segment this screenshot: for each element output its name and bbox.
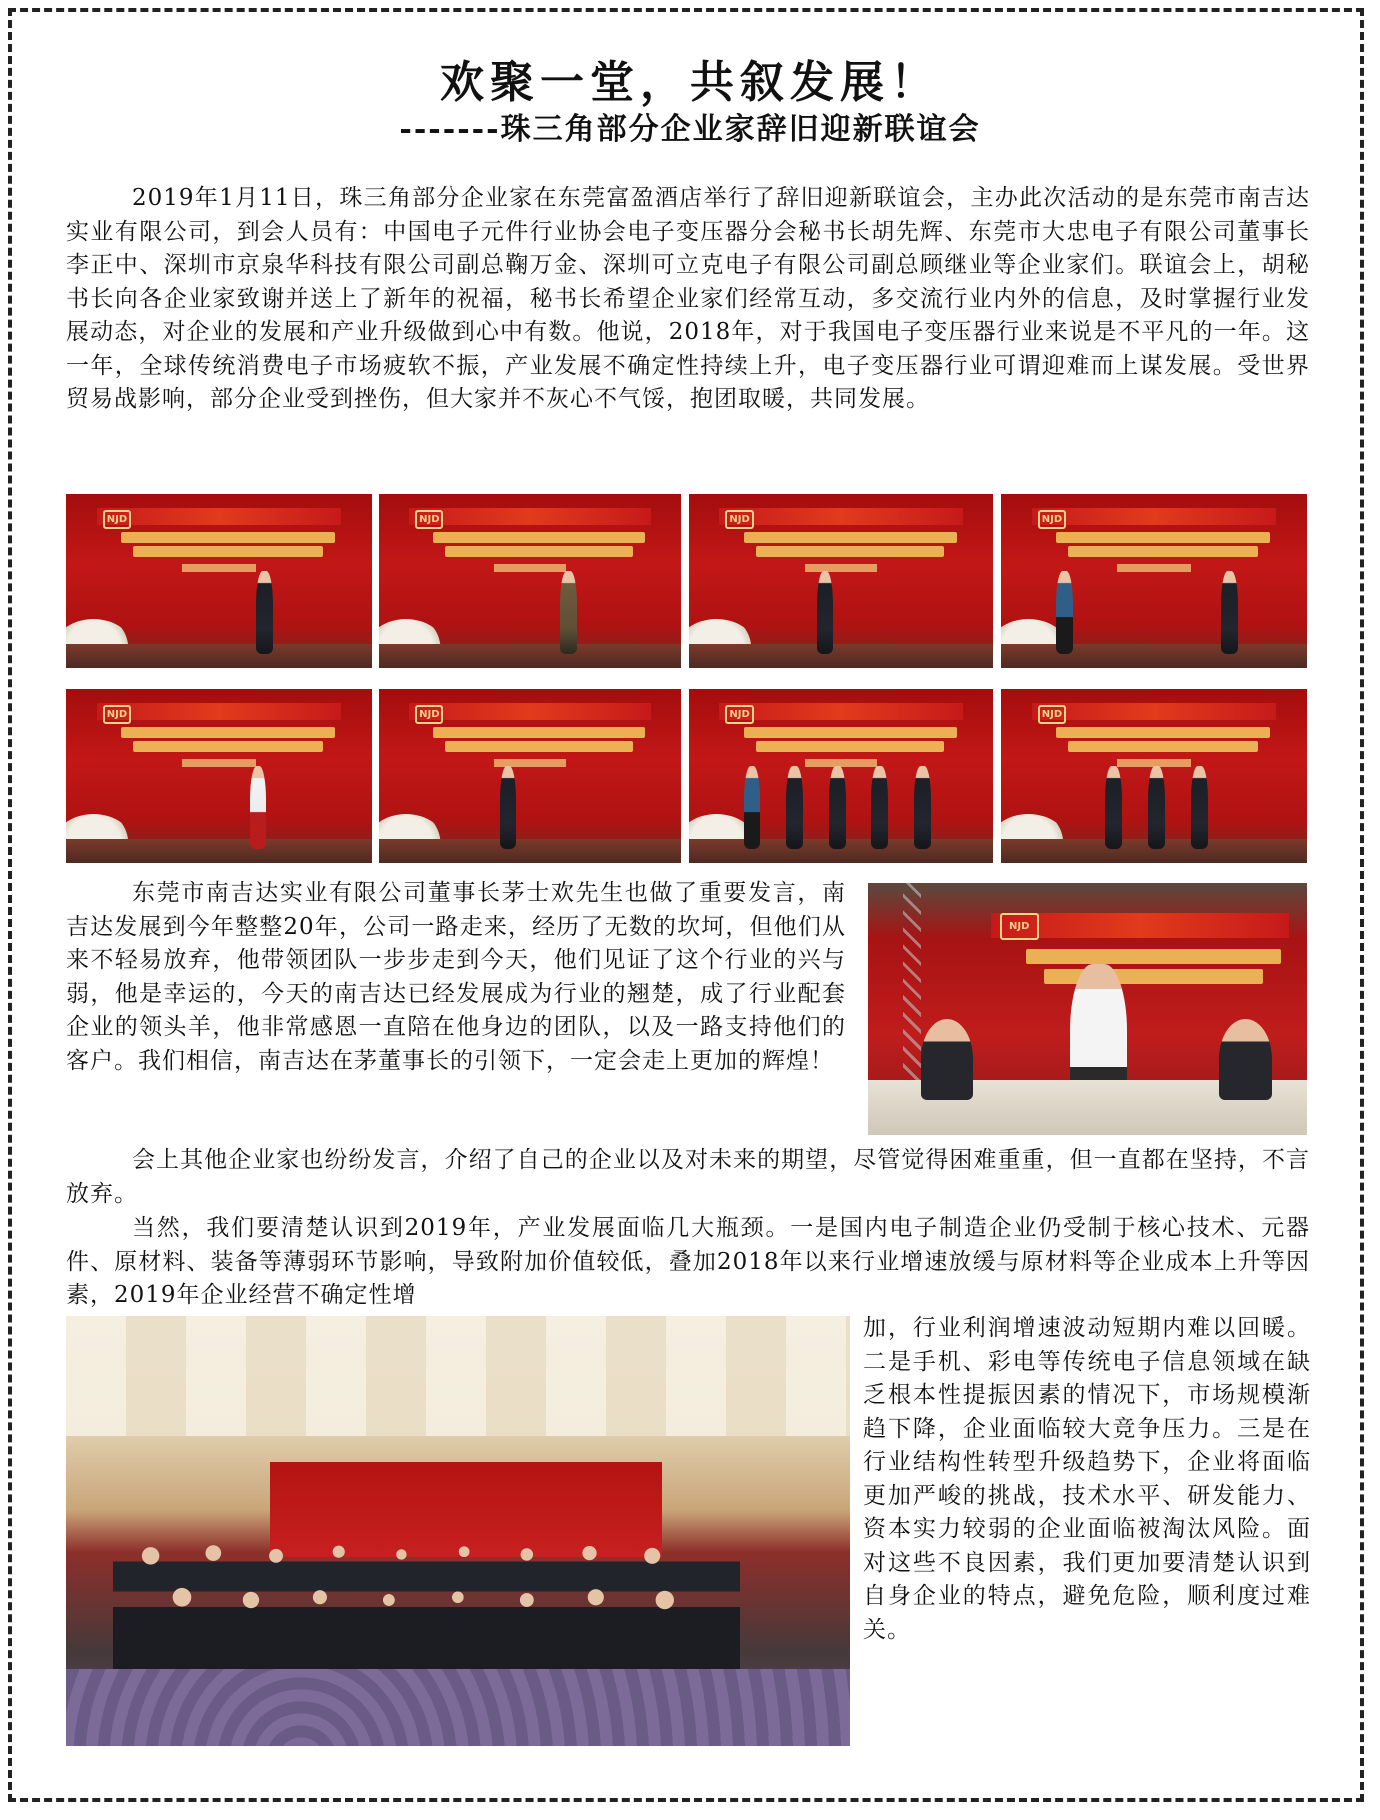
photo-signin-2: [379, 494, 681, 668]
article-subtitle: -------珠三角部分企业家辞旧迎新联谊会: [399, 112, 981, 147]
photo-signin-group-7: [689, 689, 993, 863]
company-logo: NJD: [725, 705, 753, 725]
company-logo: NJD: [103, 705, 131, 725]
article-title: 欢聚一堂，共叙发展！: [440, 57, 940, 108]
photo-signin-group-8: [1001, 689, 1307, 863]
paragraph-bottlenecks-continued: 加，行业利润增速波动短期内难以回暖。二是手机、彩电等传统电子信息领域在缺乏根本性提振因素的情况下，市场规模渐趋下降，企业面临较大竞争压力。三是在行业结构性转型升级趋势下，企业将面临更加严峻的挑战，技术水平、研发能力、资本实力较弱的企业面临被淘汰风险。面对这些不良因素，我们更加要清楚认识到自身企业的特点，避免危险，顺利度过难关。: [863, 1315, 1311, 1643]
photo-signin-4: [1001, 494, 1307, 668]
photo-chairman-speech: [868, 883, 1307, 1135]
photo-signin-1: [66, 494, 372, 668]
photo-signin-5: [66, 689, 372, 863]
company-logo: NJD: [1000, 913, 1039, 940]
paragraph-intro: 2019年1月11日，珠三角部分企业家在东莞富盈酒店举行了辞旧迎新联谊会，主办此次活动的是东莞市南吉达实业有限公司，到会人员有：中国电子元件行业协会电子变压器分会秘书长胡先辉、东莞市大忠电子有限公司董事长李正中、深圳市京泉华科技有限公司副总鞠万金、深圳可立克电子有限公司副总顾继业等企业家们。联谊会上，胡秘书长向各企业家致谢并送上了新年的祝福，秘书长希望企业家们经常互动，多交流行业内外的信息，及时掌握行业发展动态，对企业的发展和产业升级做到心中有数。他说，2018年，对于我国电子变压器行业来说是不平凡的一年。这一年，全球传统消费电子市场疲软不振，产业发展不确定性持续上升，电子变压器行业可谓迎难而上谋发展。受世界贸易战影响，部分企业受到挫伤，但大家并不灰心不气馁，抱团取暖，共同发展。: [66, 185, 1310, 412]
photo-signin-6: [379, 689, 681, 863]
photo-group-venue: [66, 1316, 850, 1746]
company-logo: NJD: [1038, 705, 1066, 725]
company-logo: NJD: [725, 510, 753, 530]
company-logo: NJD: [1038, 510, 1066, 530]
paragraph-chairman: 东莞市南吉达实业有限公司董事长茅士欢先生也做了重要发言，南吉达发展到今年整整20年，公司一路走来，经历了无数的坎坷，但他们从来不轻易放弃，他带领团队一步步走到今天，他们见证了这个行业的兴与弱，他是幸运的，今天的南吉达已经发展成为行业的翘楚，成了行业配套企业的领头羊，他非常感恩一直陪在他身边的团队，以及一路支持他们的客户。我们相信，南吉达在茅董事长的引领下，一定会走上更加的辉煌！: [66, 880, 846, 1074]
company-logo: NJD: [415, 510, 443, 530]
company-logo: NJD: [103, 510, 131, 530]
company-logo: NJD: [415, 705, 443, 725]
paragraph-bottlenecks: 当然，我们要清楚认识到2019年，产业发展面临几大瓶颈。一是国内电子制造企业仍受制于核心技术、元器件、原材料、装备等薄弱环节影响，导致附加价值较低，叠加2018年以来行业增速放缓与原材料等企业成本上升等因素，2019年企业经营不确定性增: [66, 1215, 1310, 1308]
paragraph-other-speakers: 会上其他企业家也纷纷发言，介绍了自己的企业以及对未来的期望，尽管觉得困难重重，但一直都在坚持，不言放弃。: [66, 1147, 1310, 1207]
photo-signin-3: [689, 494, 993, 668]
